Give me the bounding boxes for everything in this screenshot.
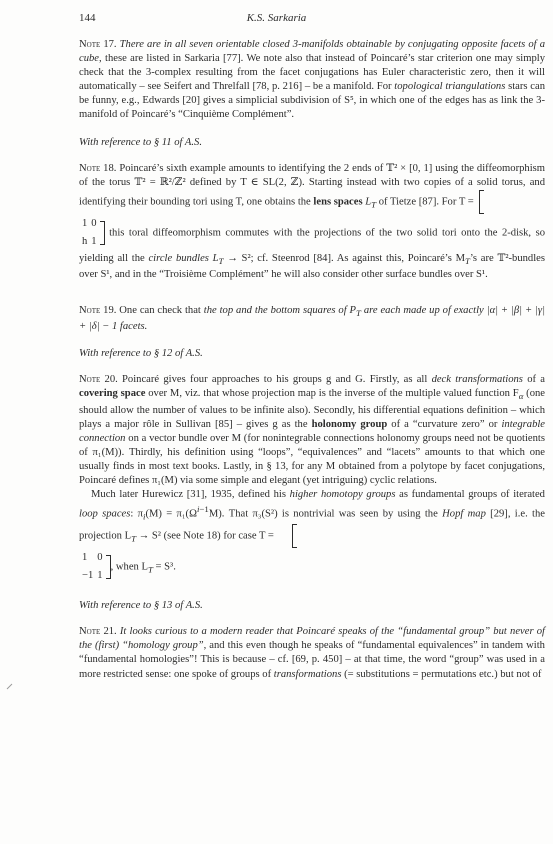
margin-pencil-mark	[6, 682, 14, 690]
page-number: 144	[79, 12, 96, 24]
note-19: Note 19. One can check that the top and the bottom squares of $P_T$ are each made up of exactly |α| + |β| + |γ| + |δ| − 1 facets.	[79, 304, 545, 333]
note-21-label: Note 21.	[79, 626, 117, 638]
note-18: Note 18. Poincaré’s sixth example amounts to identifying the 2 ends of 𝕋² × [0, 1] using the diffeomorphism of the torus 𝕋² = ℝ²/ℤ² defined by T ∈ SL(2, ℤ). Starting instead with two copies of a solid torus, and identifying their bounding tori using T, one obtains the lens spaces $L_T$ of Tietze [87]. For T =	[79, 162, 545, 214]
section-ref-13: With reference to § 13 of A.S.	[79, 600, 203, 612]
matrix-hopf	[280, 524, 297, 548]
note-20: Note 20. Poincaré gives four approaches to his groups g and G. Firstly, as all deck transformations of a covering space over M, viz. that whose projection map is the inverse of the multiple valued function $F_\alpha$ (one should allow the number of values to be infinite also). Secondly, his differential equations definition – which plays a major rôle in Sullivan [85] – gives g as the holonomy group of a “curvature zero” or integrable connection on a vector bundle over M (for nonintegrable connections holonomy groups need not be quotients of π₁(M)). Thirdly, his definition using “loops”, “equivalences” and “lacets” amounts to that which one usually finds in most text books. Lastly, in § 13, for any M obtained from a polytope by facet conjugations, Poincaré defines π₁(M) via some simple and elegant (yet intriguing) cyclic relations.	[79, 374, 546, 487]
note-21: Note 21. It looks curious to a modern reader that Poincaré speaks of the “fundamental group” but never of the (first) “homology group”, and this even though he speaks of “fundamental equivalences” in tandem with “fundamental homologies”! This is because – cf. [69, p. 450] – at that time, the word “group” was used in a more restricted sense: one spoke of groups of transformations (= substitutions = permutations etc.) but not of	[79, 626, 545, 680]
page-body: Note 17. There are in all seven orientable closed 3-manifolds obtainable by conjugating opposite facets of a cube, these are listed in Sarkaria [77]. We note also that instead of Poincaré’s star criterion one may simply check that the 3-complex resulting from the facet conjugations has Euler characteristic zero, then it will automatically – see Seifert and Threlfall [78, p. 216] – be a manifold. For topological triangulations stars can be funny, e.g., Edwards [20] gives a simplicial subdivision of S⁵, in which one of the edges has as link the 3-manifold of Poincaré’s “Cinquième Complément”. With reference to § 11 of A.S. Note 18. Poincaré’s sixth example amounts to identifying the 2 ends of 𝕋² × [0, 1] using the diffeomorphism of the torus 𝕋² = ℝ²/ℤ² defined by T ∈ SL(2, ℤ). Starting instead with two copies of a solid torus, and identifying their bounding tori using T, one obtains the lens spaces $L_T$ of Tietze [87]. For T = 1 0 h 1 this toral diffeomorphism commutes with the projections of the two solid tori onto the 2-disk, so yielding all the circle bundles $L_T \to S^2$; cf. Steenrod [84]. As against this, Poincaré’s $M_T’s$ are 𝕋²-bundles over S¹, and in the “Troisième Complément” he will also consider other surface bundles over S¹. Note 19. One can check that the top and the bottom squares of $P_T$ are each made up of exactly |α| + |β| + |γ| + |δ| − 1 facets. With reference to § 12 of A.S. Note 20. Poincaré gives four approaches to his groups g and G. Firstly, as all deck transformations of a covering space over M, viz. that whose projection map is the inverse of the multiple valued function $F_\alpha$ (one should allow the number of values to be infinite also). Secondly, his differential equations definition – which plays a major rôle in Sullivan [85] – gives g as the holonomy group of a “curvature zero” or integrable connection on a vector bundle over M (for nonintegrable connections holonomy groups need not be quotients of π₁(M)). Thirdly, his definition using “loops”, “equivalences” and “lacets” amounts to that which one usually finds in most text books. Lastly, in § 13, for any M obtained from a polytope by facet conjugations, Poincaré defines π₁(M) via some simple and elegant (yet intriguing) cyclic relations. Much later Hurewicz [31], 1935, defined his higher homotopy groups as fundamental groups of iterated loop spaces: $\pi_i(M) = \pi_1(\Omega^{i-1}M)$. That π₃(S²) is nontrivial was seen by using the Hopf map [29], i.e. the projection $L_T \to S^2$ (see Note 18) for case T = 1 0 −1 1, when $L_T = S^3$. With reference to § 13 of A.S. Note 21. It looks curious to a modern reader that Poincaré speaks of the “fundamental group” but never of the (first) “homology group”, and this even though he speaks of “fundamental equivalences” in tandem with “fundamental homologies”! This is because – cf. [69, p. 450] – at that time, the word “group” was used in a more restricted sense: one spoke of groups of transformations (= substitutions = permutations etc.) but not of	[79, 38, 545, 682]
note-18-label: Note 18.	[79, 162, 117, 174]
matrix-lens-space	[479, 190, 484, 214]
section-ref-12: With reference to § 12 of A.S.	[79, 348, 203, 360]
running-head: K.S. Sarkaria	[246, 12, 307, 24]
note-19-label: Note 19.	[79, 304, 117, 316]
note-17-label: Note 17.	[79, 39, 117, 50]
paragraph-hurewicz: Much later Hurewicz [31], 1935, defined his higher homotopy groups as fundamental groups of iterated loop spaces: $\pi_i(M) = \pi_1(\Omega^{i-1}M)$. That π₃(S²) is nontrivial was seen by using the Hopf map [29], i.e. the projection $L_T \to S^2$ (see Note 18) for case T =	[79, 488, 545, 548]
note-20-label: Note 20.	[79, 374, 118, 386]
section-ref-11: With reference to § 11 of A.S.	[79, 136, 202, 148]
note-17: Note 17. There are in all seven orientable closed 3-manifolds obtainable by conjugating opposite facets of a cube, these are listed in Sarkaria [77]. We note also that instead of Poincaré’s star criterion one may simply check that the 3-complex resulting from the facet conjugations has Euler characteristic zero, then it will automatically – see Seifert and Threlfall [78, p. 216] – be a manifold. For topological triangulations stars can be funny, e.g., Edwards [20] gives a simplicial subdivision of S⁵, in which one of the edges has as link the 3-manifold of Poincaré’s “Cinquième Complément”.	[79, 39, 546, 121]
